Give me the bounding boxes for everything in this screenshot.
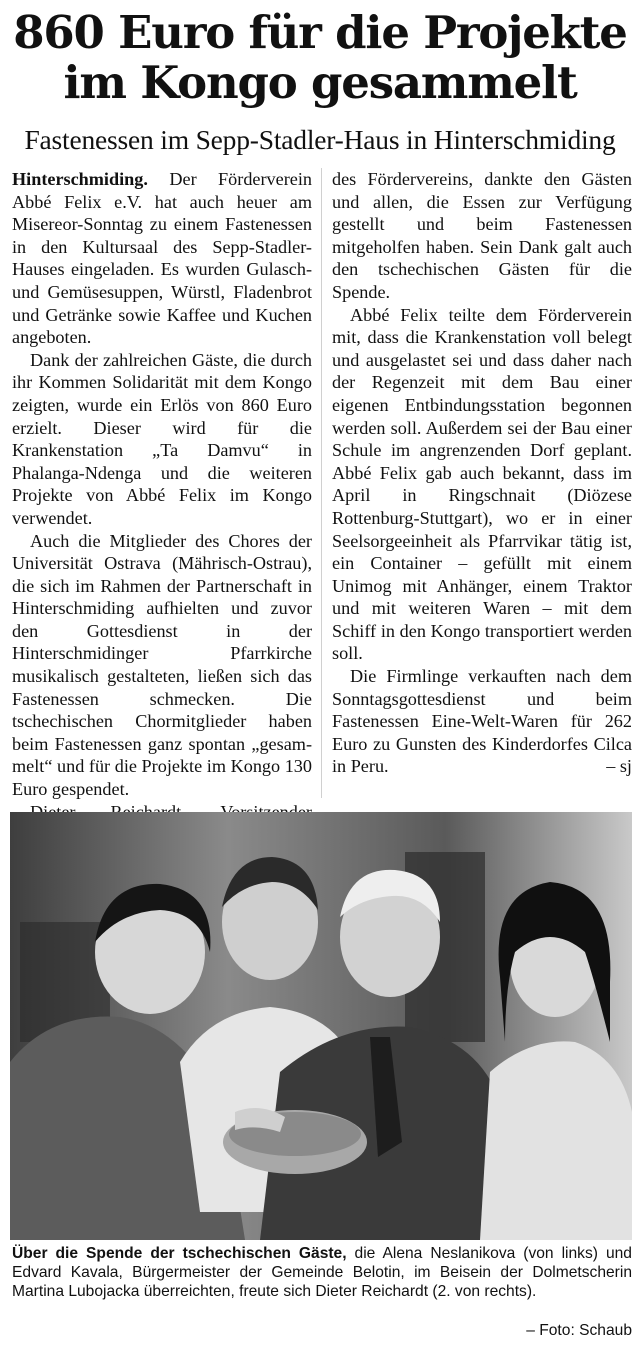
article-headline: [8, 8, 632, 108]
paragraph-6: [332, 665, 632, 778]
article-subheadline: Fastenessen im Sepp-Stadler-Haus in Hinterschmiding: [24, 124, 616, 155]
paragraph-6-text: Die Firmlinge verkauften nach dem Sonntagsgottesdienst und beim Fastenessen Eine-Welt-Waren für 262 Euro zu Gunsten des Kinderdorfes Cilca in Peru.: [332, 666, 632, 777]
article-photo: [10, 812, 632, 1240]
caption-lead: Über die Spende der tschechischen Gäste,: [12, 1245, 347, 1262]
author-initials: – sj: [606, 756, 632, 777]
paragraph-1: [12, 168, 312, 349]
dateline: Hinterschmiding.: [12, 169, 148, 189]
paragraph-4-continued: des Fördervereins, dankte den Gästen und allen, die Essen zur Verfügung gestellt und beim Fastenessen mitgeholfen haben. Sein Dank galt auch den tschechischen Gästen für die Spende.: [332, 169, 632, 302]
paragraph-5: Abbé Felix teilte dem Förderverein mit, dass die Krankenstation voll belegt und ausgelastet sei und dass daher nach der Regenzeit mit dem Bau einer eigenen Entbindungsstation begonnen werden soll. Außerdem sei der Bau einer Schule im angrenzenden Dorf geplant. Abbé Felix gab auch bekannt, dass im April in Ringschnait (Diözese Rottenburg-Stuttgart), wo er in einer Seelsorgeeinheit als Pfarrvikar tätig ist, ein Container – gefüllt mit einem Unimog mit Anhänger, einem Traktor und mit weiteren Waren – mit dem Schiff in den Kongo transportiert werden soll.: [332, 304, 632, 664]
article-column-left: [12, 168, 312, 823]
paragraph-3: Auch die Mitglieder des Chores der Universität Ostrava (Mährisch-Ostrau), die sich im Rahmen der Partnerschaft in Hinterschmiding aufhielten und zuvor den Gottesdienst in der Hinterschmidinger Pfarrkirche musikalisch gestalteten, ließen sich das Fastenessen schmecken. Die tschechischen Chormitglieder haben beim Fastenessen ganz spontan „gesammelt“ und für die Projekte im Kongo 130 Euro gespendet.: [12, 530, 312, 800]
article-column-right: [332, 168, 632, 778]
paragraph-2: Dank der zahlreichen Gäste, die durch ihr Kommen Solidarität mit dem Kongo zeigten, wurde ein Erlös von 860 Euro erzielt. Dieser wird für die Krankenstation „Ta Damvu“ in Phalanga-Ndenga und die weiteren Projekte von Abbé Felix im Kongo verwendet.: [12, 349, 312, 528]
headline-line-1: 860 Euro für die Projekte: [13, 6, 627, 59]
caption-text: die Alena Neslanikova (von links) und Edvard Kavala, Bürgermeister der Gemeinde Belotin, im Beisein der Dolmetscherin Martina Lubojacka überreichten, freute sich Dieter Reichardt (2. von rechts).: [12, 1245, 632, 1301]
column-divider: [321, 168, 322, 798]
paragraph-1-text: Der Förderverein Abbé Felix e.V. hat auch heuer am Misereor-Sonntag zu einem Fastenessen in den Kultursaal des Sepp-Stadler-Hauses eingeladen. Es wurden Gulasch- und Gemüsesuppen, Würstl, Fladenbrot und Getränke sowie Kaffee und Kuchen angeboten.: [12, 169, 312, 348]
photo-credit: – Foto: Schaub: [526, 1322, 632, 1339]
photo-illustration: [10, 812, 632, 1240]
photo-caption: [12, 1244, 632, 1302]
headline-line-2: im Kongo gesammelt: [63, 56, 577, 109]
